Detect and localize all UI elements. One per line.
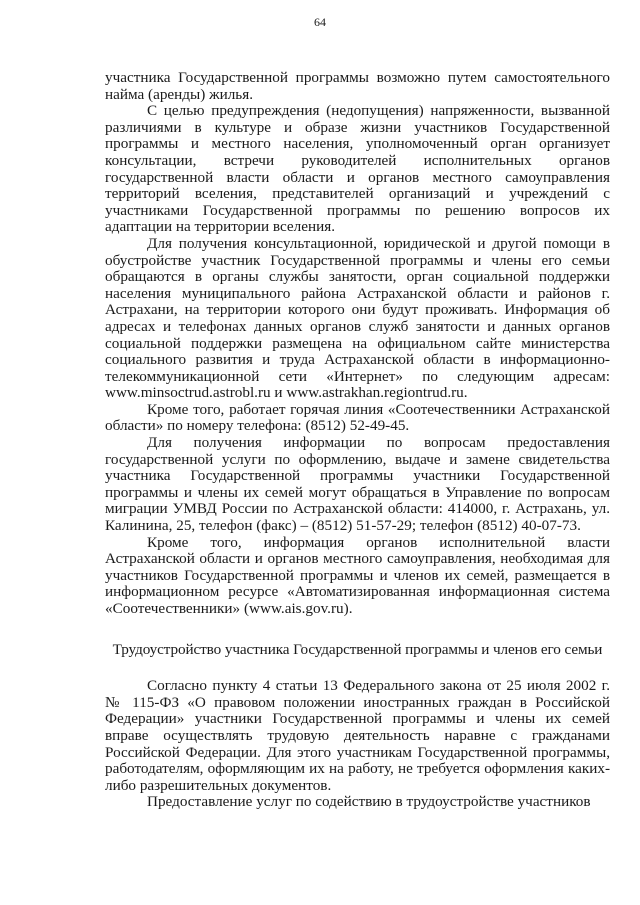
paragraph-employment-services: Предоставление услуг по содействию в трудоустройстве участников [147,793,591,811]
paragraph-info-resource: Кроме того, информация органов исполнительной власти Астраханской области и органов местного самоуправления, необходимая для участников Государственной программы и членов их семей, размещается в информационном ресурсе «Автоматизированная информационная система «Соотечественники» (www.ais.gov.ru). [105,533,610,617]
page-number: 64 [314,15,326,29]
paragraph-certificate-info: Для получения информации по вопросам предоставления государственной услуги по оформлению, выдаче и замене свидетельства участника Государственной программы участники Государственной программы и члены их семей могут обращаться в Управление по вопросам миграции УМВД России по Астраханской области: 414000, г. Астрахань, ул. Калинина, 25, телефон (факс) – (8512) 51-57-29; телефон (8512) 40-07-73. [105,434,610,535]
paragraph-labor-law: Согласно пункту 4 статьи 13 Федерального закона от 25 июля 2002 г. № 115-ФЗ «О правовом положении иностранных граждан в Российской Федерации» участники Государственной программы и члены их семей вправе осуществлять трудовую деятельность наравне с гражданами Российской Федерации. Для этого участникам Государственной программы, работодателям, оформляющим их на работу, не требуется оформления каких-либо разрешительных документов. [105,677,610,794]
paragraph-tension-prevention: С целью предупреждения (недопущения) напряженности, вызванной различиями в культуре и образе жизни участников Государственной программы и местного населения, уполномоченный орган организует консультации, встречи руководителей исполнительных органов государственной власти области и органов местного самоуправления территорий вселения, представителей организаций и учреждений с участниками Государственной программы по решению вопросов их адаптации на территории вселения. [105,102,610,236]
section-heading-employment: Трудоустройство участника Государственной программы и членов его семьи [112,640,603,658]
paragraph-consultation-help: Для получения консультационной, юридической и другой помощи в обустройстве участник Государственной программы и члены его семьи обращаются в органы службы занятости, орган социальной поддержки населения муниципального района Астраханской области и районов г. Астрахани, на территории которого они будут проживать. Информация об адресах и телефонах данных органов служб занятости и данных органов социальной поддержки размещена на официальном сайте министерства социального развития и труда Астраханской области в информационно-телекоммуникационной сети «Интернет» по следующим адресам: www.minsoctrud.astrobl.ru и www.astrakhan.regiontrud.ru. [105,234,610,402]
document-body [105,70,610,811]
paragraph-hotline: Кроме того, работает горячая линия «Соотечественники Астраханской области» по номеру телефона: (8512) 52-49-45. [105,400,610,435]
paragraph-housing-continuation: участника Государственной программы возможно путем самостоятельного найма (аренды) жилья. [105,69,610,103]
